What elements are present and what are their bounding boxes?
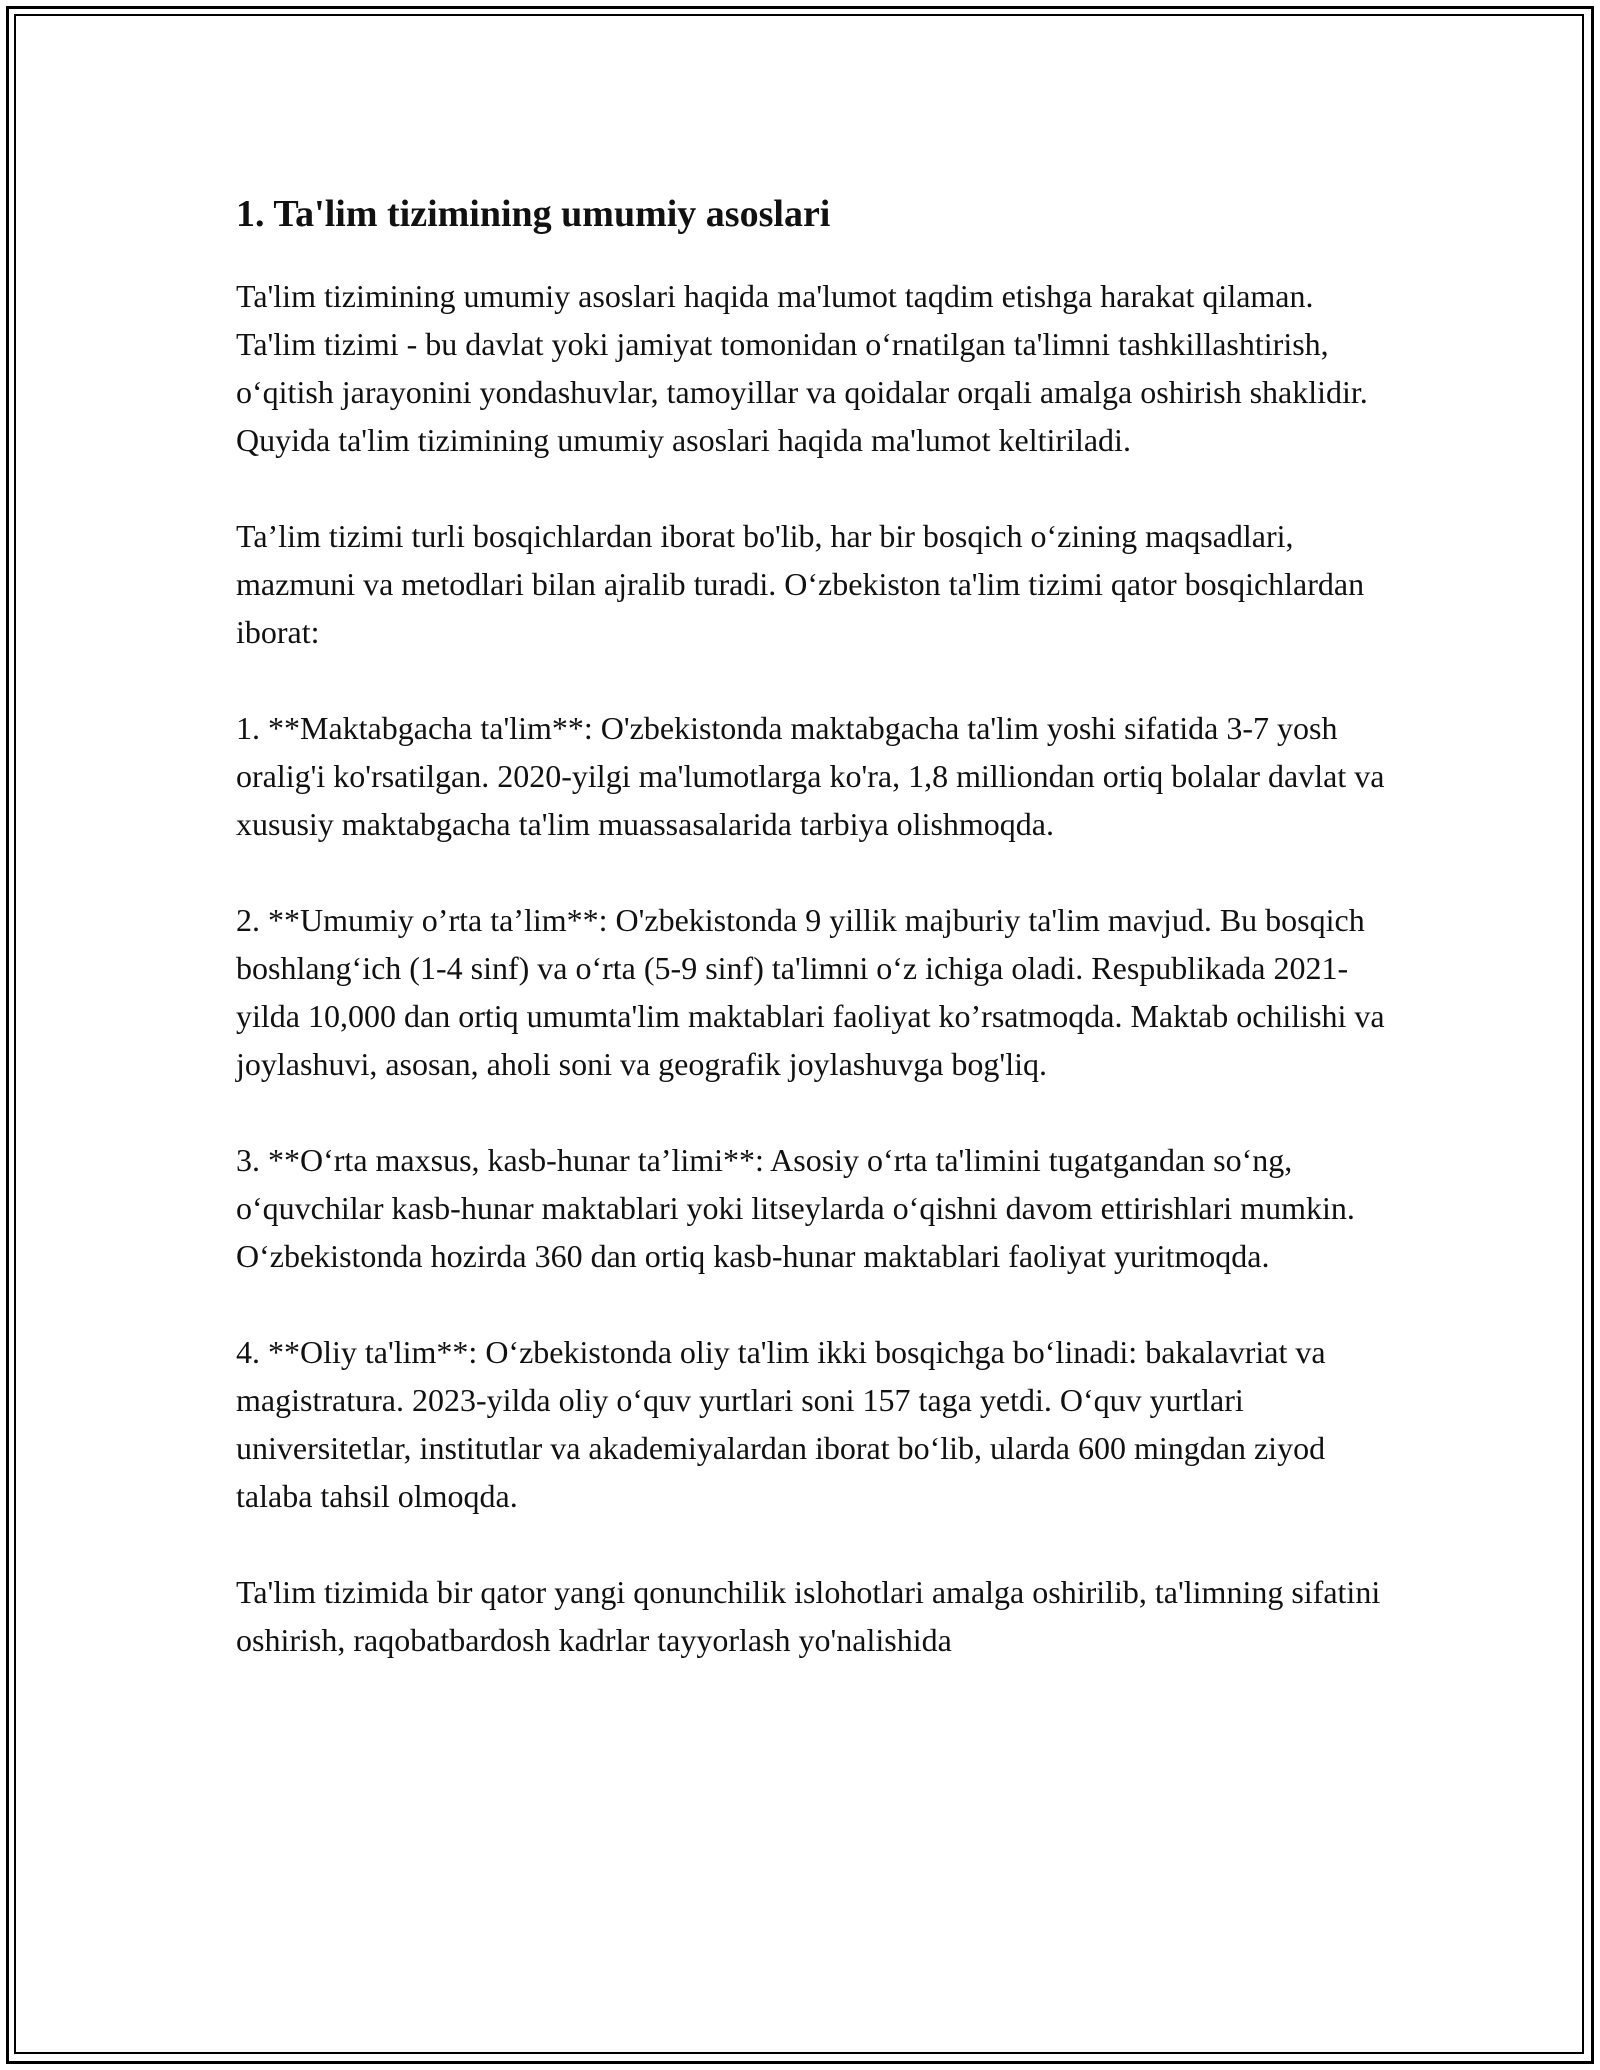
document-body bbox=[236, 186, 1386, 1712]
section-heading: 1. Ta'lim tizimining umumiy asoslari bbox=[236, 193, 831, 235]
stages-paragraph: Ta’lim tizimi turli bosqichlardan iborat bo'lib, har bir bosqich o‘zining maqsadlari, mazmuni va metodlari bilan ajralib turadi. O‘zbekiston ta'lim tizimi qator bosqichlardan iborat: bbox=[236, 518, 1365, 650]
intro-paragraph: Ta'lim tizimining umumiy asoslari haqida ma'lumot taqdim etishga harakat qilaman. Ta'lim tizimi - bu davlat yoki jamiyat tomonidan o‘rnatilgan ta'limni tashkillashtirish, o‘qitish jarayonini yondashuvlar, tamoyillar va qoidalar orqali amalga oshirish shaklidir. Quyida ta'lim tizimining umumiy asoslari haqida ma'lumot keltiriladi. bbox=[236, 278, 1368, 458]
secondary-paragraph: 2. **Umumiy o’rta ta’lim**: O'zbekistonda 9 yillik majburiy ta'lim mavjud. Bu bosqich boshlang‘ich (1-4 sinf) va o‘rta (5-9 sinf) ta'limni o‘z ichiga oladi. Respublikada 2021-yilda 10,000 dan ortiq umumta'lim maktablari faoliyat ko’rsatmoqda. Maktab ochilishi va joylashuvi, asosan, aholi soni va geografik joylashuvga bog'liq. bbox=[236, 902, 1385, 1082]
vocational-paragraph: 3. **O‘rta maxsus, kasb-hunar ta’limi**: Asosiy o‘rta ta'limini tugatgandan so‘ng, o‘quvchilar kasb-hunar maktablari yoki litseylarda o‘qishni davom ettirishlari mumkin. O‘zbekistonda hozirda 360 dan ortiq kasb-hunar maktablari faoliyat yuritmoqda. bbox=[236, 1142, 1355, 1274]
reforms-paragraph: Ta'lim tizimida bir qator yangi qonunchilik islohotlari amalga oshirilib, ta'limning sifatini oshirish, raqobatbardosh kadrlar tayyorlash yo'nalishida bbox=[236, 1574, 1381, 1658]
preschool-paragraph: 1. **Maktabgacha ta'lim**: O'zbekistonda maktabgacha ta'lim yoshi sifatida 3-7 yosh oralig'i ko'rsatilgan. 2020-yilgi ma'lumotlarga ko'ra, 1,8 milliondan ortiq bolalar davlat va xususiy maktabgacha ta'lim muassasalarida tarbiya olishmoqda. bbox=[236, 710, 1385, 842]
higher-education-paragraph: 4. **Oliy ta'lim**: O‘zbekistonda oliy ta'lim ikki bosqichga bo‘linadi: bakalavriat va magistratura. 2023-yilda oliy o‘quv yurtlari soni 157 taga yetdi. O‘quv yurtlari universitetlar, institutlar va akademiyalardan iborat bo‘lib, ularda 600 mingdan ziyod talaba tahsil olmoqda. bbox=[236, 1334, 1326, 1514]
